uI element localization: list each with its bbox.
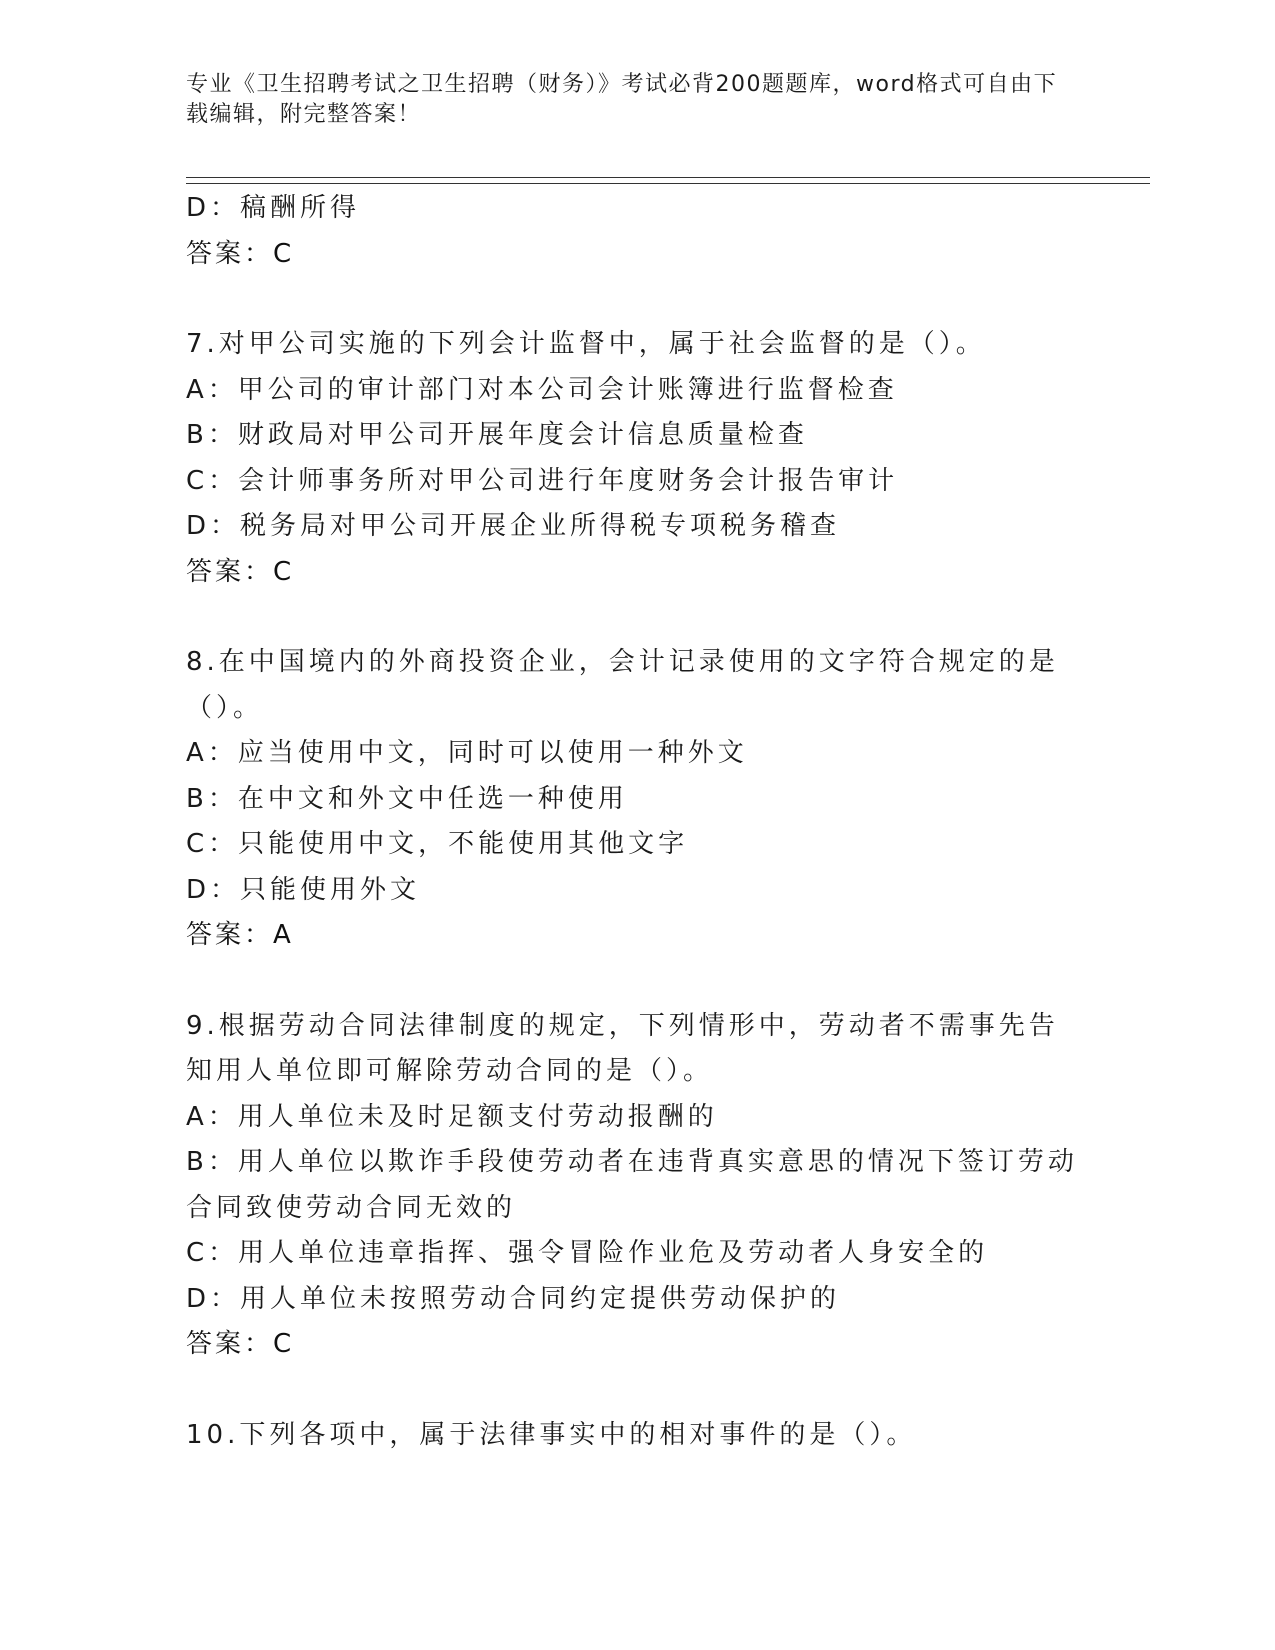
option-d: D：税务局对甲公司开展企业所得税专项税务稽查 [186,511,841,541]
spacer [186,1368,1086,1413]
question-stem: 9.根据劳动合同法律制度的规定，下列情形中，劳动者不需事先告知用人单位即可解除劳动合同的是（）。 [186,1010,1059,1086]
answer: 答案：C [186,238,295,269]
question-stem: 10.下列各项中，属于法律事实中的相对事件的是（）。 [186,1419,917,1450]
question-7 [186,322,1086,595]
option-a: A：甲公司的审计部门对本公司会计账簿进行监督检查 [186,374,898,405]
option-d: D：稿酬所得 [186,193,361,223]
document-title: 专业《卫生招聘考试之卫生招聘（财务）》考试必背200题题库，word格式可自由下载编辑，附完整答案！ [186,72,1058,127]
question-list [186,186,1086,1458]
option-a: A：用人单位未及时足额支付劳动报酬的 [186,1101,718,1132]
option-c: C：只能使用中文，不能使用其他文字 [186,829,689,859]
option-b: B：财政局对甲公司开展年度会计信息质量检查 [186,420,808,450]
option-a: A：应当使用中文，同时可以使用一种外文 [186,738,748,768]
option-b: B：在中文和外文中任选一种使用 [186,783,628,814]
question-stem: 7.对甲公司实施的下列会计监督中，属于社会监督的是（）。 [186,329,986,359]
option-d: D：只能使用外文 [186,874,421,905]
question-9 [186,1004,1086,1368]
question-stem: 8.在中国境内的外商投资企业，会计记录使用的文字符合规定的是（）。 [186,647,1059,723]
question-10 [186,1413,1086,1459]
option-b: B：用人单位以欺诈手段使劳动者在违背真实意思的情况下签订劳动合同致使劳动合同无效的 [186,1147,1078,1223]
option-c: C：用人单位违章指挥、强令冒险作业危及劳动者人身安全的 [186,1238,989,1268]
document-header [186,70,1066,130]
previous-question-tail [186,186,1086,277]
answer: 答案：C [186,556,295,587]
option-c: C：会计师事务所对甲公司进行年度财务会计报告审计 [186,465,899,496]
option-d: D：用人单位未按照劳动合同约定提供劳动保护的 [186,1283,841,1314]
spacer [186,277,1086,322]
spacer [186,595,1086,640]
header-divider [186,177,1150,184]
spacer [186,959,1086,1004]
question-8 [186,640,1086,959]
answer: 答案：A [186,920,294,950]
answer: 答案：C [186,1329,295,1359]
